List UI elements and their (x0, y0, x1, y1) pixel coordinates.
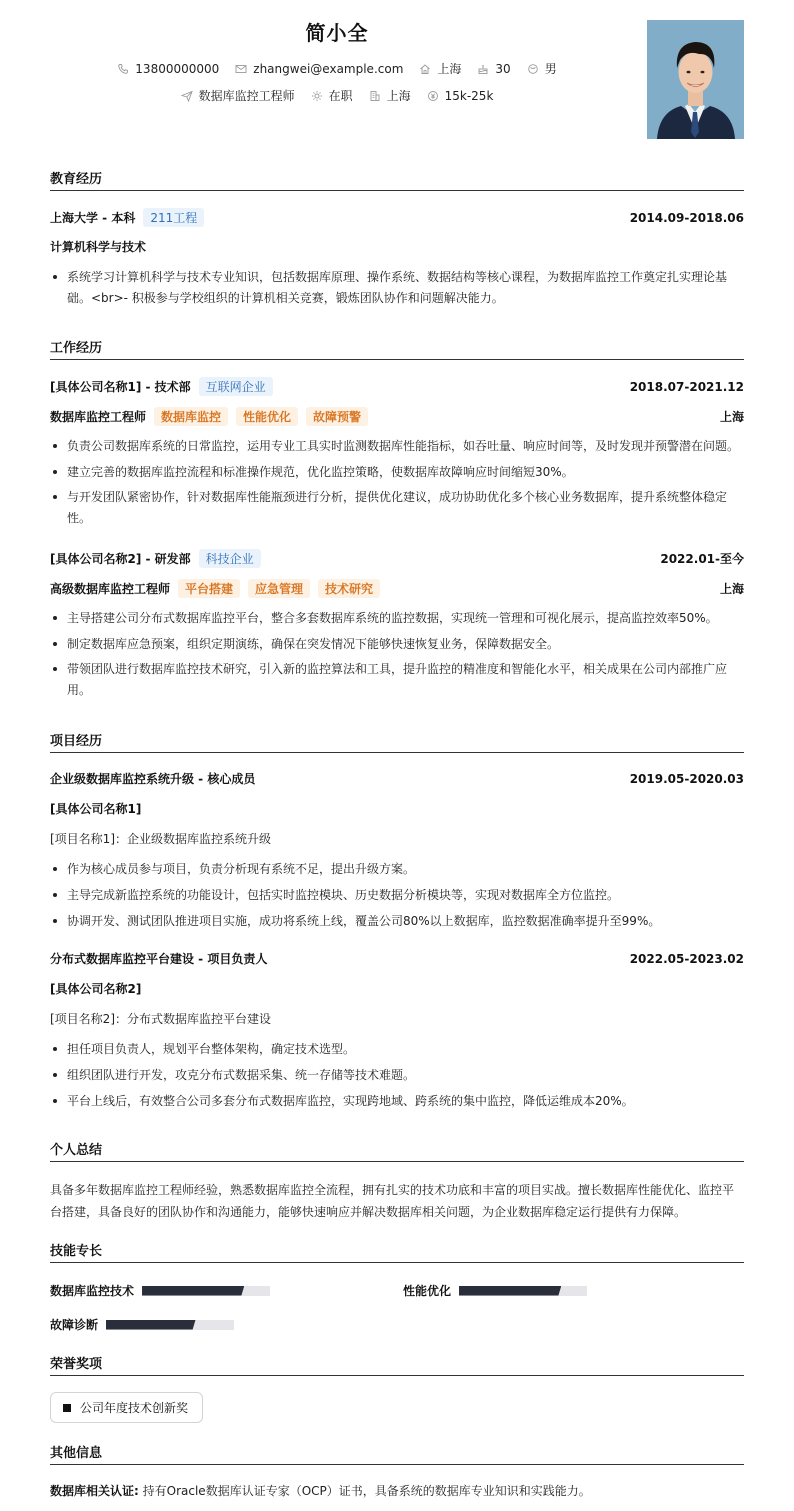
status-text: 在职 (328, 89, 353, 103)
project1-name: 企业级数据库监控系统升级 - 核心成员 (50, 772, 256, 786)
other-title: 其他信息 (50, 1443, 744, 1465)
mail-icon (235, 63, 247, 75)
city-text: 上海 (386, 89, 411, 103)
project2-line: [项目名称2]：分布式数据库监控平台建设 (50, 1012, 271, 1026)
location-text: 上海 (437, 62, 462, 76)
project2-bullet: 组织团队进行开发，攻克分布式数据采集、统一存储等技术难题。 (50, 1065, 744, 1086)
job1-skill-tag: 故障预警 (306, 407, 368, 426)
job1-city: 上海 (719, 410, 744, 424)
other-text: 持有Oracle数据库认证专家（OCP）证书，具备系统的数据库专业知识和实践能力。 (142, 1484, 591, 1498)
job2-bullet: 制定数据库应急预案，组织定期演练，确保在突发情况下能够快速恢复业务，保障数据安全。 (50, 634, 744, 655)
projects-title: 项目经历 (50, 731, 744, 753)
salary-text: 15k-25k (444, 88, 494, 103)
project2-name: 分布式数据库监控平台建设 - 项目负责人 (50, 952, 268, 966)
award-badge (50, 1392, 203, 1423)
other-section (50, 1443, 744, 1465)
job1-skill-tag: 数据库监控 (154, 407, 228, 426)
project1-bullet: 协调开发、测试团队推进项目实施，成功将系统上线，覆盖公司80%以上数据库，监控数据准确率提升至99%。 (50, 911, 744, 932)
skill-level-fill (459, 1286, 561, 1296)
job1-period: 2018.07-2021.12 (629, 379, 744, 394)
job1-industry-tag: 互联网企业 (199, 377, 273, 396)
job2-city: 上海 (719, 582, 744, 596)
location-item (419, 60, 461, 77)
skill-item (403, 1282, 587, 1299)
skill-name: 数据库监控技术 (50, 1284, 135, 1298)
summary-title: 个人总结 (50, 1140, 744, 1162)
job1-bullet: 负责公司数据库系统的日常监控，运用专业工具实时监测数据库性能指标，如吞吐量、响应时间等，及时发现并预警潜在问题。 (50, 436, 744, 457)
honors-section (50, 1354, 744, 1376)
school-tag: 211工程 (143, 208, 204, 227)
job2-period: 2022.01-至今 (660, 552, 744, 566)
work-section (50, 338, 744, 360)
skill-name: 性能优化 (403, 1284, 452, 1298)
home-icon (419, 63, 431, 75)
job1-role-row (50, 407, 744, 426)
job2-skill-tag: 技术研究 (318, 579, 380, 598)
job1-skill-tag: 性能优化 (236, 407, 298, 426)
phone-icon (117, 63, 129, 75)
job1-bullet: 与开发团队紧密协作，针对数据库性能瓶颈进行分析，提供优化建议，成功协助优化多个核心业务数据库，提升系统整体稳定 性。 (50, 487, 744, 529)
email-text: zhangwei@example.com (253, 61, 404, 76)
project2-company: [具体公司名称2] (50, 982, 142, 996)
job1-header-row (50, 377, 744, 396)
position-item (181, 87, 295, 104)
cake-icon (477, 63, 489, 75)
education-period: 2014.09-2018.06 (629, 210, 744, 225)
job2-skill-tag: 应急管理 (248, 579, 310, 598)
project1-period: 2019.05-2020.03 (629, 771, 744, 786)
age-text: 30 (495, 61, 511, 76)
job2-bullet: 主导搭建公司分布式数据库监控平台，整合多套数据库系统的监控数据，实现统一管理和可视化展示，提高监控效率50%。 (50, 608, 744, 629)
job2-skill-tag: 平台搭建 (178, 579, 240, 598)
city-item (369, 87, 411, 104)
skill-name: 故障诊断 (50, 1318, 99, 1332)
project1-bullet: 作为核心成员参与项目，负责分析现有系统不足，提出升级方案。 (50, 859, 744, 880)
profile-photo (647, 20, 744, 139)
skill-item (50, 1282, 270, 1299)
project2-bullet: 平台上线后，有效整合公司多套分布式数据库监控，实现跨地域、跨系统的集中监控，降低运维成本20%。 (50, 1091, 744, 1112)
education-bullet: 系统学习计算机科学与技术专业知识，包括数据库原理、操作系统、数据结构等核心课程，为数据库监控工作奠定扎实理论基 础。<br>- 积极参与学校组织的计算机相关竞赛，锻炼团队协作和问题解决能力。 (50, 267, 744, 309)
coin-icon (427, 90, 439, 102)
projects-section (50, 731, 744, 753)
job2-role: 高级数据库监控工程师 (50, 582, 171, 596)
job2-bullet: 带领团队进行数据库监控技术研究，引入新的监控算法和工具，提升监控的精准度和智能化水平，相关成果在公司内部推广应 用。 (50, 659, 744, 701)
education-section (50, 169, 744, 191)
summary-section (50, 1140, 744, 1162)
honors-title: 荣誉奖项 (50, 1354, 744, 1376)
skills-section (50, 1241, 744, 1263)
project2-header-row (50, 950, 744, 967)
job2-role-row (50, 579, 744, 598)
skill-level-bar (106, 1320, 234, 1330)
project1-company: [具体公司名称1] (50, 802, 142, 816)
project2-bullet: 担任项目负责人，规划平台整体架构，确定技术选型。 (50, 1039, 744, 1060)
project1-line: [项目名称1]：企业级数据库监控系统升级 (50, 832, 271, 846)
candidate-name: 简小全 (305, 21, 369, 45)
skill-item (50, 1316, 234, 1333)
award-name: 公司年度技术创新奖 (80, 1401, 189, 1415)
skills-title: 技能专长 (50, 1241, 744, 1263)
project1-bullet: 主导完成新监控系统的功能设计，包括实时监控模块、历史数据分析模块等，实现对数据库全方位监控。 (50, 885, 744, 906)
job1-role: 数据库监控工程师 (50, 410, 147, 424)
job2-header-row (50, 549, 744, 568)
project1-header-row (50, 770, 744, 787)
age-item (477, 62, 510, 76)
job2-company: [具体公司名称2] - 研发部 (50, 552, 191, 566)
project2-period: 2022.05-2023.02 (629, 951, 744, 966)
job-intent-row (50, 87, 624, 104)
gear-icon (311, 90, 323, 102)
other-info (50, 1481, 744, 1502)
school-name: 上海大学 - 本科 (50, 211, 136, 225)
square-bullet-icon (63, 1404, 71, 1412)
other-label: 数据库相关认证: (50, 1484, 139, 1498)
gender-item (527, 60, 557, 77)
gender-text: 男 (544, 62, 557, 76)
summary-text: 具备多年数据库监控工程师经验，熟悉数据库监控全流程，拥有扎实的技术功底和丰富的项目实战。擅长数据库性能优化、监控平 台搭建，具备良好的团队协作和沟通能力，能够快速响应并解决数据库相关问题，为企业数据库稳定运行提供有力保障。 (50, 1183, 735, 1219)
phone-item (117, 62, 219, 76)
education-title: 教育经历 (50, 169, 744, 191)
position-text: 数据库监控工程师 (198, 89, 295, 103)
job1-bullet: 建立完善的数据库监控流程和标准操作规范，优化监控策略，使数据库故障响应时间缩短30%。 (50, 462, 744, 483)
job1-company: [具体公司名称1] - 技术部 (50, 380, 191, 394)
salary-item (427, 89, 494, 103)
work-title: 工作经历 (50, 338, 744, 360)
skill-level-fill (106, 1320, 196, 1330)
resume-page (50, 0, 744, 1498)
send-icon (181, 90, 193, 102)
building-icon (369, 90, 381, 102)
skill-level-fill (142, 1286, 244, 1296)
skill-level-bar (142, 1286, 270, 1296)
contact-row (50, 60, 624, 77)
skill-level-bar (459, 1286, 587, 1296)
phone-text: 13800000000 (135, 61, 220, 76)
status-item (311, 87, 353, 104)
job2-industry-tag: 科技企业 (199, 549, 261, 568)
resume-header (50, 0, 744, 150)
email-item (235, 62, 403, 76)
education-header-row (50, 208, 744, 227)
gender-icon (527, 63, 539, 75)
education-major: 计算机科学与技术 (50, 240, 147, 254)
